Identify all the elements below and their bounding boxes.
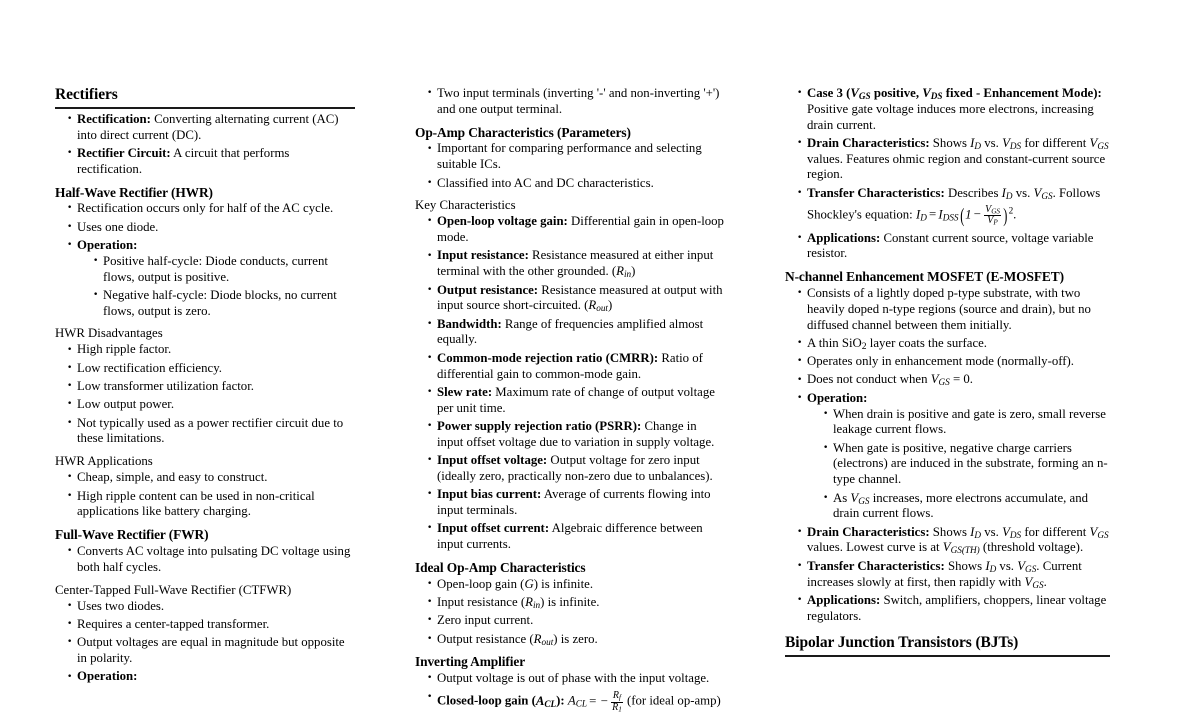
column-right bbox=[740, 86, 1125, 652]
list-item bbox=[797, 525, 1110, 557]
text-vs: vs. bbox=[981, 524, 1003, 539]
list-item bbox=[427, 419, 725, 451]
emosfet-list bbox=[785, 286, 1110, 624]
math-v-gs: $V_{GS}$ bbox=[930, 372, 950, 388]
list-item bbox=[797, 336, 1110, 352]
term-label: Closed-loop gain ( bbox=[437, 694, 536, 709]
case3-text: Positive gate voltage induces more electrons, increasing drain current. bbox=[807, 101, 1094, 132]
hwr-list bbox=[55, 201, 355, 319]
term-mid: ): bbox=[556, 694, 565, 709]
list-item bbox=[67, 379, 355, 395]
math-v-ds: $V_{DS}$ bbox=[1002, 524, 1022, 540]
list-item bbox=[67, 397, 355, 413]
ideal-opamp-list bbox=[415, 577, 725, 648]
math-i-d: $I_D$ bbox=[985, 558, 997, 574]
text-tail: values. Features ohmic region and constant-current source region. bbox=[807, 151, 1106, 182]
list-item bbox=[427, 689, 725, 712]
list-item bbox=[823, 491, 1110, 523]
list-item-text: High ripple content can be used in non-critical applications like battery charging. bbox=[77, 488, 315, 519]
math-v-gs: $V_{GS}$ bbox=[850, 490, 870, 506]
list-item bbox=[67, 361, 355, 377]
term-text: Average of currents flowing into input terminals. bbox=[437, 487, 711, 517]
math-a-cl: $A_{CL}$ bbox=[535, 694, 557, 710]
list-item bbox=[67, 470, 355, 486]
math-v-ds: $V_{DS}$ bbox=[922, 86, 943, 102]
case3-label: Case 3 ( bbox=[807, 86, 851, 100]
list-item-text: Converts AC voltage into pulsating DC voltage using both half cycles. bbox=[77, 544, 351, 574]
drain-characteristics-label: Drain Characteristics: bbox=[807, 524, 930, 539]
operation-label: Operation: bbox=[77, 237, 138, 252]
operation-label: Operation: bbox=[807, 390, 868, 405]
list-item bbox=[823, 441, 1110, 488]
subheading-ctfwr: Center-Tapped Full-Wave Rectifier (CTFWR) bbox=[55, 582, 292, 597]
list-item bbox=[427, 632, 725, 648]
term-text: Change in input offset voltage due to variation in supply voltage. bbox=[437, 418, 715, 449]
list-item bbox=[67, 617, 355, 633]
text-threshold-tail: (threshold voltage). bbox=[979, 540, 1084, 555]
list-item bbox=[427, 141, 725, 173]
math-v-gs: $V_{GS}$ bbox=[850, 86, 871, 102]
equation-closed-loop-gain: $A_{CL}$ = − $\frac{R_f}{R_1}$ bbox=[567, 690, 622, 713]
list-item bbox=[797, 186, 1110, 228]
list-item-text: Consists of a lightly doped p-type substrate, with two heavily doped n-type regions (source and drain), but no diffused channel between them initially. bbox=[807, 285, 1091, 332]
list-item bbox=[823, 407, 1110, 439]
text-applications: Constant current source, voltage variable resistor. bbox=[807, 230, 1094, 261]
text-pre: Does not conduct when bbox=[807, 372, 931, 387]
list-item bbox=[427, 385, 725, 417]
term-label: Power supply rejection ratio (PSRR): bbox=[437, 418, 642, 433]
term-text: Converting alternating current (AC) into direct current (DC). bbox=[77, 111, 339, 142]
list-item bbox=[67, 416, 355, 448]
hwr-operation-sublist bbox=[77, 254, 355, 320]
text-post: = 0. bbox=[949, 372, 973, 387]
subheading-key-characteristics: Key Characteristics bbox=[415, 198, 516, 213]
list-item-text: Classified into AC and DC characteristics. bbox=[437, 175, 654, 190]
list-item bbox=[67, 489, 355, 521]
list-item bbox=[797, 372, 1110, 388]
subheading-inverting-amplifier: Inverting Amplifier bbox=[415, 654, 526, 670]
list-item-text: Requires a center-tapped transformer. bbox=[77, 617, 270, 632]
column-middle bbox=[370, 86, 740, 713]
text-period: . bbox=[1013, 207, 1017, 222]
list-item-text: Low transformer utilization factor. bbox=[77, 379, 254, 394]
text-period: . bbox=[1043, 574, 1047, 589]
drain-characteristics-label: Drain Characteristics: bbox=[807, 135, 930, 150]
list-item-text: Uses one diode. bbox=[77, 219, 159, 234]
subheading-hwr: Half-Wave Rectifier (HWR) bbox=[55, 184, 213, 200]
term-text: Output voltage for zero input (ideally zero, practically non-zero due to unbalances). bbox=[437, 453, 713, 483]
math-v-gs: $V_{GS}$ bbox=[1033, 185, 1053, 201]
list-item bbox=[67, 342, 355, 358]
case3-mid2: fixed - Enhancement Mode): bbox=[942, 86, 1102, 100]
text-for-different: for different bbox=[1021, 524, 1090, 539]
math-v-gs: $V_{GS}$ bbox=[1089, 524, 1109, 540]
text-shows: Shows bbox=[929, 135, 971, 150]
transfer-characteristics-label: Transfer Characteristics: bbox=[807, 558, 945, 573]
list-item bbox=[427, 577, 725, 593]
term-label: Rectification: bbox=[77, 111, 151, 126]
list-item bbox=[797, 286, 1110, 333]
list-item bbox=[427, 671, 725, 687]
list-item-tail: ) is zero. bbox=[553, 631, 598, 646]
text-vs: vs. bbox=[996, 558, 1018, 573]
transfer-characteristics-label: Transfer Characteristics: bbox=[807, 185, 945, 200]
term-label: Output resistance: bbox=[437, 282, 539, 297]
term-label: Input offset voltage: bbox=[437, 453, 548, 468]
term-label: Bandwidth: bbox=[437, 316, 502, 331]
inverting-amplifier-list bbox=[415, 671, 725, 713]
list-item bbox=[67, 146, 355, 178]
list-item bbox=[67, 635, 355, 667]
list-item bbox=[427, 86, 725, 118]
list-item-text: Negative half-cycle: Diode blocks, no current flows, output is zero. bbox=[103, 287, 337, 318]
list-item-text: Rectification occurs only for half of the AC cycle. bbox=[77, 201, 334, 216]
column-left bbox=[0, 86, 370, 684]
text-describes: Describes bbox=[944, 185, 1002, 200]
list-item-text: Two input terminals (inverting '-' and non-inverting '+') and one output terminal. bbox=[437, 86, 720, 116]
text-shows: Shows bbox=[929, 524, 971, 539]
list-item-text: Output voltage is out of phase with the input voltage. bbox=[437, 671, 710, 686]
list-item bbox=[427, 248, 725, 280]
list-item bbox=[797, 559, 1110, 591]
term-text: Resistance measured at output with input source short-circuited. ( bbox=[437, 282, 723, 313]
list-item-text: When gate is positive, negative charge carriers (electrons) are induced in the substrate, forming an n-type channel. bbox=[833, 440, 1108, 487]
applications-label: Applications: bbox=[807, 592, 881, 607]
term-text: Algebraic difference between input currents. bbox=[437, 521, 703, 552]
subheading-emosfet: N-channel Enhancement MOSFET (E-MOSFET) bbox=[785, 269, 1064, 285]
list-item-text: Output voltages are equal in magnitude but opposite in polarity. bbox=[77, 635, 345, 666]
math-v-gs: $V_{GS}$ bbox=[1017, 558, 1037, 574]
text-tail: values. Lowest curve is at bbox=[807, 540, 943, 555]
term-tail: ) bbox=[607, 298, 613, 313]
list-item bbox=[67, 112, 355, 144]
math-r-out: $R_{out}$ bbox=[533, 631, 554, 647]
list-item bbox=[67, 544, 355, 576]
list-item bbox=[427, 613, 725, 629]
list-item bbox=[797, 391, 1110, 522]
opamp-parameters-list bbox=[415, 141, 725, 191]
term-text: A circuit that performs rectification. bbox=[77, 145, 290, 176]
list-item-text: Output resistance ( bbox=[437, 631, 534, 646]
math-g: G bbox=[524, 576, 534, 591]
math-r-in: $R_{in}$ bbox=[525, 594, 541, 610]
term-label: Common-mode rejection ratio (CMRR): bbox=[437, 350, 659, 365]
list-item-text: Open-loop gain ( bbox=[437, 576, 525, 591]
text-follows: . Follows bbox=[1052, 185, 1101, 200]
text-pre: As bbox=[833, 490, 851, 505]
term-label: Slew rate: bbox=[437, 384, 493, 399]
text-for-different: for different bbox=[1021, 135, 1090, 150]
term-text: Range of frequencies amplified almost equally. bbox=[437, 316, 704, 347]
fet-cases-list bbox=[785, 86, 1110, 262]
term-text: Resistance measured at either input terminal with the other grounded. ( bbox=[437, 248, 714, 279]
fwr-list bbox=[55, 544, 355, 576]
term-label: Input bias current: bbox=[437, 487, 542, 502]
key-characteristics-list bbox=[415, 214, 725, 552]
list-item bbox=[427, 176, 725, 192]
text-tail: . Current increases slowly at first, then rapidly with bbox=[807, 558, 1082, 589]
list-item bbox=[427, 317, 725, 349]
math-i-d: $I_D$ bbox=[970, 524, 982, 540]
list-item-text: Low output power. bbox=[77, 397, 175, 412]
applications-label: Applications: bbox=[807, 230, 881, 245]
list-item bbox=[67, 220, 355, 236]
list-item bbox=[427, 351, 725, 383]
math-v-gs: $V_{GS}$ bbox=[1089, 135, 1109, 151]
subheading-opamp-parameters: Op-Amp Characteristics (Parameters) bbox=[415, 124, 631, 140]
term-text: Differential gain in open-loop mode. bbox=[437, 214, 724, 245]
term-label: Input resistance: bbox=[437, 248, 529, 263]
term-text: Maximum rate of change of output voltage per unit time. bbox=[437, 384, 715, 415]
list-item bbox=[427, 487, 725, 519]
list-item-text: Not typically used as a power rectifier circuit due to these limitations. bbox=[77, 415, 344, 446]
list-item bbox=[797, 593, 1110, 625]
list-item bbox=[797, 86, 1110, 133]
list-item bbox=[67, 669, 355, 685]
list-item-text: Positive half-cycle: Diode conducts, current flows, output is positive. bbox=[103, 253, 328, 284]
list-item-text: High ripple factor. bbox=[77, 342, 172, 357]
list-item bbox=[427, 214, 725, 246]
list-item-text: Zero input current. bbox=[437, 613, 534, 628]
math-r-out: $R_{out}$ bbox=[588, 298, 608, 314]
rectifiers-list bbox=[55, 112, 355, 178]
list-item bbox=[797, 354, 1110, 370]
list-item-text: Cheap, simple, and easy to construct. bbox=[77, 470, 268, 485]
list-item bbox=[67, 238, 355, 319]
hwr-disadvantages-list bbox=[55, 342, 355, 447]
text-vs: vs. bbox=[1012, 185, 1034, 200]
subheading-hwr-disadvantages: HWR Disadvantages bbox=[55, 326, 163, 341]
list-item bbox=[427, 283, 725, 315]
term-label: Rectifier Circuit: bbox=[77, 145, 171, 160]
equation-tail: (for ideal op-amp) bbox=[623, 694, 721, 709]
subheading-ideal-opamp: Ideal Op-Amp Characteristics bbox=[415, 559, 586, 575]
list-item-text: Important for comparing performance and selecting suitable ICs. bbox=[437, 141, 702, 172]
operation-label: Operation: bbox=[77, 669, 138, 684]
opamp-lead-list bbox=[415, 86, 725, 118]
subheading-fwr: Full-Wave Rectifier (FWR) bbox=[55, 527, 209, 543]
text-shows: Shows bbox=[944, 558, 986, 573]
hwr-applications-list bbox=[55, 470, 355, 520]
text-sio2 bbox=[807, 336, 987, 350]
list-item-text: Input resistance ( bbox=[437, 594, 526, 609]
shockley-lead: Shockley's equation: bbox=[807, 207, 916, 222]
term-text: Ratio of differential gain to common-mode gain. bbox=[437, 350, 703, 381]
list-item bbox=[93, 254, 355, 286]
math-v-gs-th: $V_{GS(TH)}$ bbox=[942, 540, 980, 556]
term-label: Input offset current: bbox=[437, 521, 550, 536]
text-applications: Switch, amplifiers, choppers, linear voltage regulators. bbox=[807, 592, 1107, 623]
list-item bbox=[427, 521, 725, 553]
math-v-gs: $V_{GS}$ bbox=[1024, 574, 1044, 590]
subheading-hwr-applications: HWR Applications bbox=[55, 454, 153, 469]
emosfet-operation-sublist bbox=[807, 407, 1110, 523]
text-vs: vs. bbox=[981, 135, 1003, 150]
section-heading-bjt: Bipolar Junction Transistors (BJTs) bbox=[785, 634, 1110, 657]
list-item-text: Uses two diodes. bbox=[77, 598, 165, 613]
list-item-tail: ) is infinite. bbox=[540, 594, 600, 609]
sio2-post: layer coats the surface. bbox=[866, 335, 988, 350]
text-post: increases, more electrons accumulate, and drain current flows. bbox=[833, 490, 1089, 521]
list-item bbox=[427, 453, 725, 485]
list-item-text: Low rectification efficiency. bbox=[77, 360, 222, 375]
math-i-d: $I_D$ bbox=[970, 135, 982, 151]
case3-mid1: positive, bbox=[870, 86, 923, 100]
ctfwr-list bbox=[55, 599, 355, 685]
list-item bbox=[427, 595, 725, 611]
equation-shockley: $I_D = I_{DSS}(1$ − $\frac{V_{GS}}{V_P}$ )$^2$ bbox=[915, 203, 1014, 227]
sio2-pre: A thin SiO bbox=[807, 335, 862, 350]
term-label: Open-loop voltage gain: bbox=[437, 214, 568, 229]
list-item bbox=[67, 201, 355, 217]
section-heading-rectifiers: Rectifiers bbox=[55, 86, 355, 109]
list-item-text: When drain is positive and gate is zero, small reverse leakage current flows. bbox=[833, 406, 1106, 437]
list-item-tail: ) is infinite. bbox=[533, 576, 594, 591]
math-v-ds: $V_{DS}$ bbox=[1002, 135, 1022, 151]
list-item-text: Operates only in enhancement mode (normally-off). bbox=[807, 354, 1074, 369]
math-r-in: $R_{in}$ bbox=[616, 264, 632, 280]
list-item bbox=[93, 288, 355, 320]
term-tail: ) bbox=[631, 264, 636, 279]
list-item bbox=[67, 599, 355, 615]
list-item bbox=[797, 136, 1110, 183]
sio2-subscript: 2 bbox=[861, 340, 867, 352]
list-item bbox=[797, 231, 1110, 263]
math-i-d: $I_D$ bbox=[1001, 185, 1013, 201]
